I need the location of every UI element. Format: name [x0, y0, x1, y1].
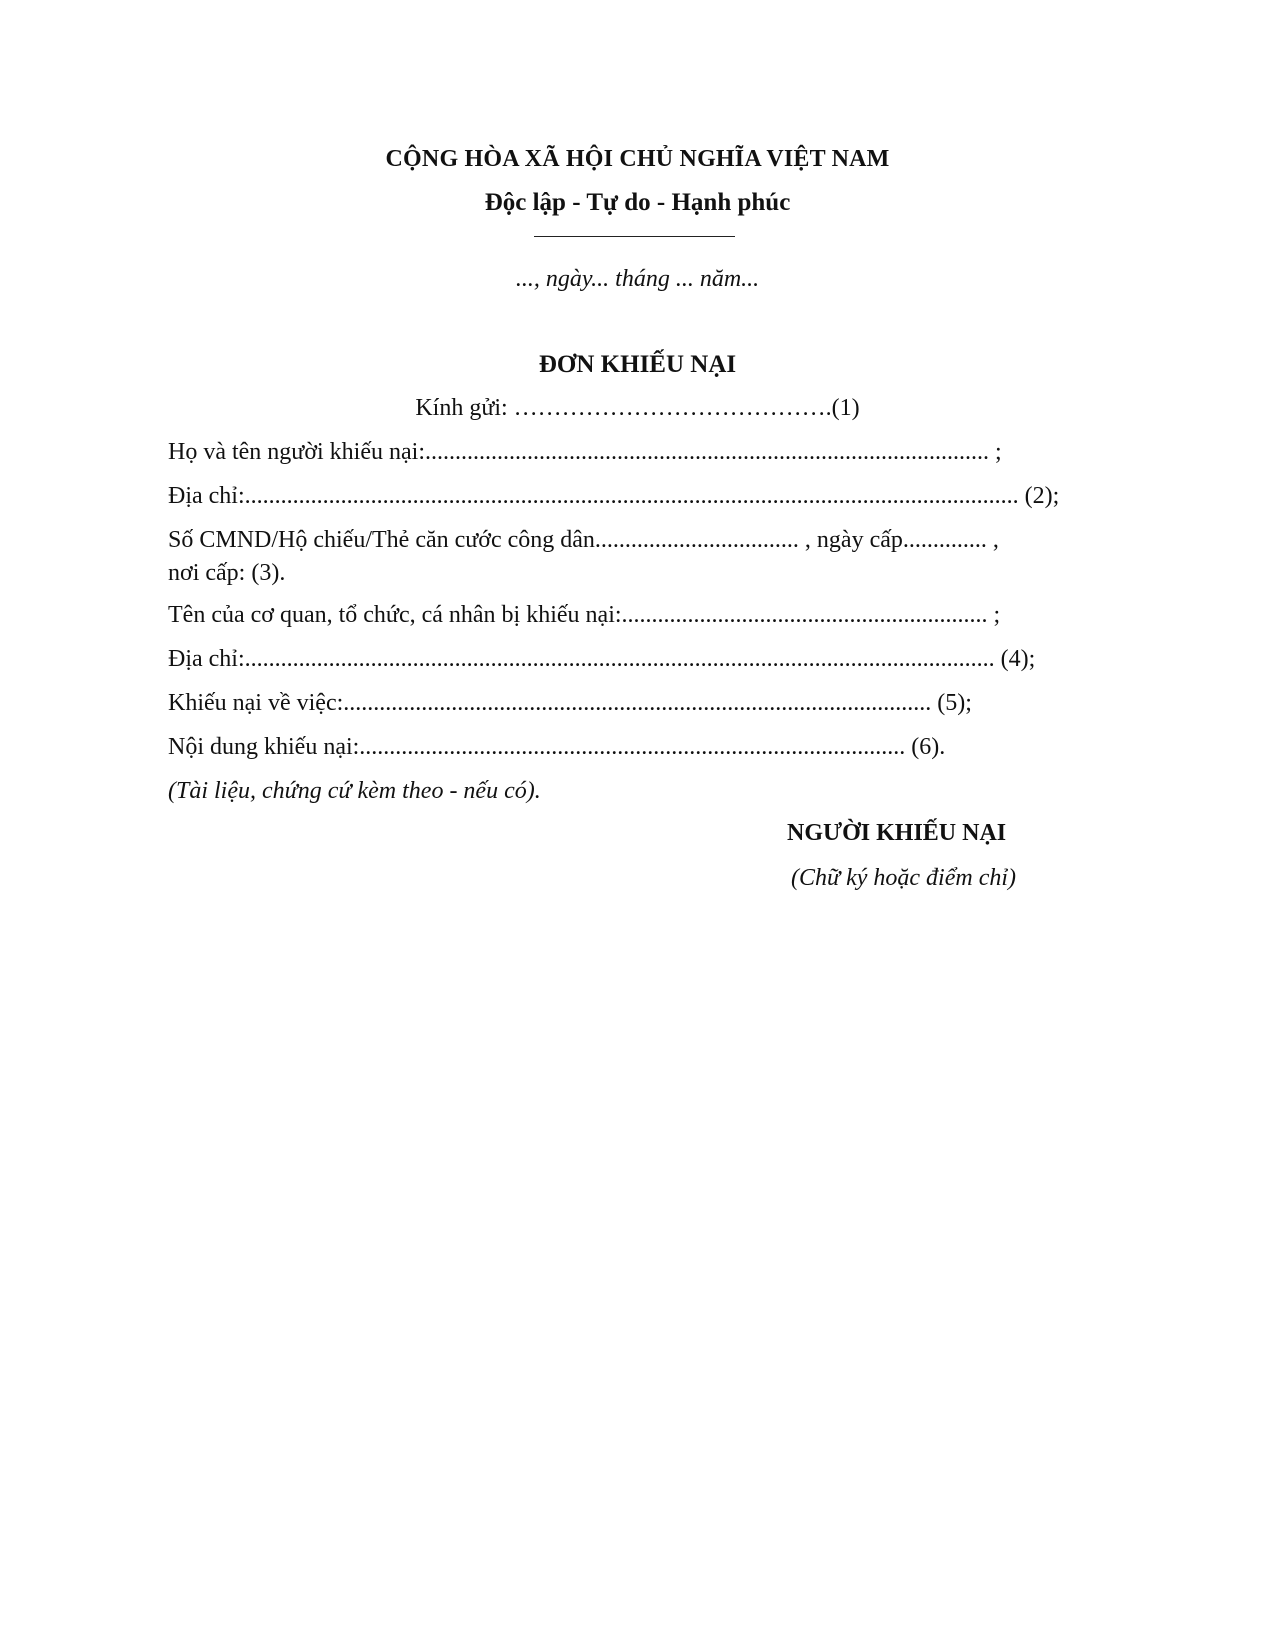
date-line: ..., ngày... tháng ... năm...: [515, 266, 760, 292]
attachments-note: (Tài liệu, chứng cứ kèm theo - nếu có).: [168, 778, 541, 804]
signer-title: NGƯỜI KHIẾU NẠI: [787, 820, 1007, 846]
id-issue-place-line: nơi cấp: (3).: [168, 560, 286, 586]
complainant-address-line: Địa chỉ:................................................................................................................................. (2);: [168, 483, 1060, 509]
header-divider: [534, 236, 735, 237]
signature-note: (Chữ ký hoặc điểm chỉ): [791, 865, 1017, 891]
recipient-line: Kính gửi: ………………………………….(1): [415, 395, 860, 421]
national-title: CỘNG HÒA XÃ HỘI CHỦ NGHĨA VIỆT NAM: [385, 146, 890, 172]
respondent-name-line: Tên của cơ quan, tổ chức, cá nhân bị khiếu nại:............................................................. ;: [168, 602, 1001, 628]
id-number-line: Số CMND/Hộ chiếu/Thẻ căn cước công dân.................................. , ngày cấp.............. ,: [168, 527, 999, 553]
complaint-content-line: Nội dung khiếu nại:........................................................................................... (6).: [168, 734, 946, 760]
document-title: ĐƠN KHIẾU NẠI: [538, 351, 737, 378]
national-motto: Độc lập - Tự do - Hạnh phúc: [484, 189, 791, 216]
complaint-subject-line: Khiếu nại về việc:.................................................................................................. (5);: [168, 690, 972, 716]
respondent-address-line: Địa chỉ:............................................................................................................................. (4);: [168, 646, 1036, 672]
complainant-name-line: Họ và tên người khiếu nại:.............................................................................................. ;: [168, 439, 1002, 465]
